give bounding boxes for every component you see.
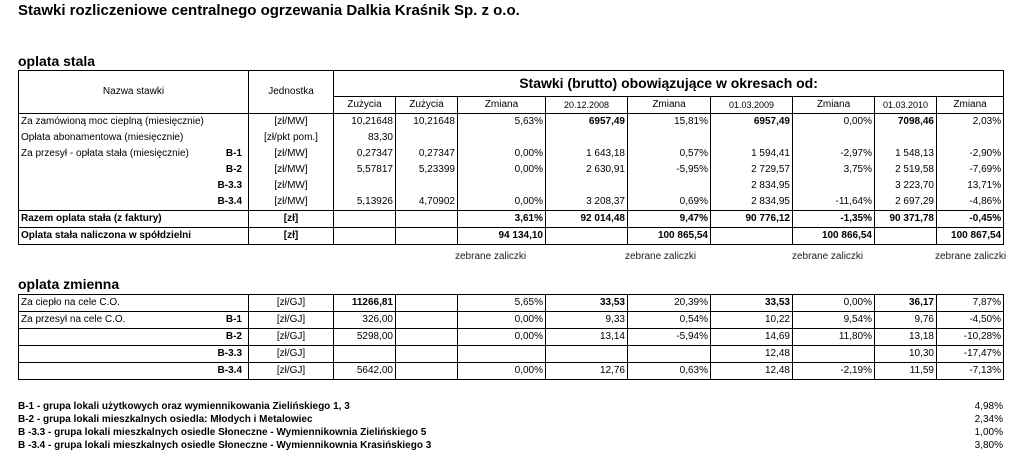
row-label bbox=[19, 130, 249, 146]
legend-text: B-2 - grupa lokali mieszkalnych osiedla: Młodych i Metalowiec bbox=[18, 414, 313, 425]
row-value: 0,00% bbox=[458, 329, 546, 346]
row-unit: [zł/GJ] bbox=[249, 329, 334, 346]
row-unit: [zł/MW] bbox=[249, 114, 334, 131]
row-value: 92 014,48 bbox=[546, 211, 628, 228]
row-label-text: Oplata stała naliczona w spółdzielni bbox=[21, 230, 192, 241]
row-value bbox=[396, 295, 458, 312]
row-value: 0,00% bbox=[793, 114, 875, 131]
row-label bbox=[19, 194, 249, 211]
legend-pct: 2,34% bbox=[974, 414, 1003, 425]
row-value bbox=[334, 211, 396, 228]
legend-item bbox=[18, 439, 1003, 452]
row-value: 94 134,10 bbox=[458, 228, 546, 245]
row-group: B-3.4 bbox=[217, 365, 242, 376]
row-value: -2,90% bbox=[937, 146, 1004, 162]
row-label-text: Za przesył - opłata stała (miesięcznie) bbox=[21, 148, 189, 159]
row-value: -11,64% bbox=[793, 194, 875, 211]
row-value: 83,30 bbox=[334, 130, 396, 146]
row-value: 9,33 bbox=[546, 312, 628, 329]
row-value: 13,14 bbox=[546, 329, 628, 346]
row-value bbox=[546, 346, 628, 363]
row-unit: [zł/pkt pom.] bbox=[249, 130, 334, 146]
row-value bbox=[628, 346, 711, 363]
row-value: 9,76 bbox=[875, 312, 937, 329]
row-value bbox=[458, 178, 546, 194]
row-label bbox=[19, 363, 249, 380]
row-value: 5,13926 bbox=[334, 194, 396, 211]
table-row bbox=[19, 178, 1004, 194]
table-row bbox=[19, 228, 1004, 245]
row-value: 5,23399 bbox=[396, 162, 458, 178]
legend-text: B-1 - grupa lokali użytkowych oraz wymiennikowania Zielińskiego 1, 3 bbox=[18, 401, 350, 412]
legend-pct: 4,98% bbox=[974, 401, 1003, 412]
row-value: 100 865,54 bbox=[628, 228, 711, 245]
row-value: 9,54% bbox=[793, 312, 875, 329]
table-row bbox=[19, 295, 1004, 312]
row-value: 2,03% bbox=[937, 114, 1004, 131]
row-unit: [zł] bbox=[249, 211, 334, 228]
row-value: 5,63% bbox=[458, 114, 546, 131]
row-value: 36,17 bbox=[875, 295, 937, 312]
row-value: 10,21648 bbox=[334, 114, 396, 131]
row-value: 10,30 bbox=[875, 346, 937, 363]
row-label bbox=[19, 228, 249, 245]
row-label bbox=[19, 178, 249, 194]
row-label-text: Opłata abonamentowa (miesięcznie) bbox=[21, 132, 184, 143]
table-row bbox=[19, 312, 1004, 329]
row-label bbox=[19, 146, 249, 162]
row-value: 2 519,58 bbox=[875, 162, 937, 178]
row-group: B-3.3 bbox=[217, 180, 242, 191]
row-value: 1 643,18 bbox=[546, 146, 628, 162]
row-value bbox=[396, 130, 458, 146]
row-label bbox=[19, 114, 249, 131]
row-value bbox=[628, 178, 711, 194]
row-value: 13,18 bbox=[875, 329, 937, 346]
header-periods: Stawki (brutto) obowiązujące w okresach od: bbox=[334, 71, 1004, 97]
row-value bbox=[793, 130, 875, 146]
row-value: 33,53 bbox=[711, 295, 793, 312]
row-label-text: Za ciepło na cele C.O. bbox=[21, 297, 120, 308]
section-title-variable: oplata zmienna bbox=[18, 276, 120, 292]
row-value bbox=[711, 228, 793, 245]
row-value: 33,53 bbox=[546, 295, 628, 312]
row-value: 1 548,13 bbox=[875, 146, 937, 162]
row-unit: [zł/MW] bbox=[249, 194, 334, 211]
row-value bbox=[546, 228, 628, 245]
row-value: 0,27347 bbox=[334, 146, 396, 162]
row-label bbox=[19, 211, 249, 228]
row-value: 0,54% bbox=[628, 312, 711, 329]
row-value bbox=[875, 228, 937, 245]
row-value: 4,70902 bbox=[396, 194, 458, 211]
row-value: 1 594,41 bbox=[711, 146, 793, 162]
row-value: -10,28% bbox=[937, 329, 1004, 346]
row-value bbox=[396, 178, 458, 194]
row-value: -0,45% bbox=[937, 211, 1004, 228]
note-zaliczki-2: zebrane zaliczki bbox=[625, 251, 697, 262]
row-value: -5,95% bbox=[628, 162, 711, 178]
row-value: 3,75% bbox=[793, 162, 875, 178]
table-row bbox=[19, 329, 1004, 346]
row-value: 11266,81 bbox=[334, 295, 396, 312]
row-value bbox=[334, 228, 396, 245]
table-row bbox=[19, 211, 1004, 228]
row-value: -4,86% bbox=[937, 194, 1004, 211]
row-unit: [zł/GJ] bbox=[249, 295, 334, 312]
row-unit: [zł] bbox=[249, 228, 334, 245]
table-row bbox=[19, 130, 1004, 146]
page-title: Stawki rozliczeniowe centralnego ogrzewania Dalkia Kraśnik Sp. z o.o. bbox=[18, 2, 520, 19]
row-value: 10,21648 bbox=[396, 114, 458, 131]
row-unit: [zł/MW] bbox=[249, 162, 334, 178]
row-value: 2 697,29 bbox=[875, 194, 937, 211]
row-value: 3,61% bbox=[458, 211, 546, 228]
row-value bbox=[334, 346, 396, 363]
row-value: 13,71% bbox=[937, 178, 1004, 194]
table-row bbox=[19, 363, 1004, 380]
row-value: 0,69% bbox=[628, 194, 711, 211]
row-value: 90 776,12 bbox=[711, 211, 793, 228]
row-value: 20,39% bbox=[628, 295, 711, 312]
row-group: B-2 bbox=[225, 164, 242, 175]
row-value: 326,00 bbox=[334, 312, 396, 329]
row-value: -1,35% bbox=[793, 211, 875, 228]
header-col: Zużycia bbox=[334, 96, 396, 113]
row-group: B-1 bbox=[225, 148, 242, 159]
row-value: 14,69 bbox=[711, 329, 793, 346]
table-row bbox=[19, 162, 1004, 178]
row-value bbox=[937, 130, 1004, 146]
group-legend bbox=[18, 400, 1003, 452]
row-value bbox=[875, 130, 937, 146]
row-value: 90 371,78 bbox=[875, 211, 937, 228]
variable-rates-table bbox=[18, 294, 1004, 380]
row-label-text: Za zamówioną moc cieplną (miesięcznie) bbox=[21, 116, 204, 127]
row-label bbox=[19, 295, 249, 312]
row-value: 12,76 bbox=[546, 363, 628, 380]
legend-pct: 1,00% bbox=[974, 427, 1003, 438]
row-value: -4,50% bbox=[937, 312, 1004, 329]
row-value bbox=[458, 346, 546, 363]
row-value: 0,57% bbox=[628, 146, 711, 162]
row-value: 5,65% bbox=[458, 295, 546, 312]
row-label bbox=[19, 346, 249, 363]
row-value: 0,00% bbox=[793, 295, 875, 312]
row-value bbox=[546, 130, 628, 146]
row-value bbox=[334, 178, 396, 194]
row-value: 7098,46 bbox=[875, 114, 937, 131]
row-value bbox=[793, 346, 875, 363]
legend-text: B -3.4 - grupa lokali mieszkalnych osiedle Słoneczne - Wymiennikownia Krasińskiego 3 bbox=[18, 440, 432, 451]
row-value: 3 223,70 bbox=[875, 178, 937, 194]
row-value: 2 834,95 bbox=[711, 178, 793, 194]
row-value bbox=[396, 312, 458, 329]
header-col: Zmiana bbox=[793, 96, 875, 113]
row-value bbox=[396, 329, 458, 346]
table-row bbox=[19, 146, 1004, 162]
row-unit: [zł/GJ] bbox=[249, 346, 334, 363]
header-col: 01.03.2010 bbox=[875, 96, 937, 113]
header-unit: Jednostka bbox=[249, 71, 334, 114]
row-value bbox=[396, 346, 458, 363]
row-label bbox=[19, 162, 249, 178]
row-value: -7,13% bbox=[937, 363, 1004, 380]
row-value bbox=[628, 130, 711, 146]
row-value: 12,48 bbox=[711, 346, 793, 363]
row-value: 5298,00 bbox=[334, 329, 396, 346]
header-col: Zmiana bbox=[937, 96, 1004, 113]
row-value: 0,63% bbox=[628, 363, 711, 380]
row-value bbox=[458, 130, 546, 146]
row-value bbox=[396, 228, 458, 245]
legend-item bbox=[18, 400, 1003, 413]
table-row bbox=[19, 194, 1004, 211]
row-value: 6957,49 bbox=[546, 114, 628, 131]
legend-item bbox=[18, 413, 1003, 426]
note-zaliczki-3: zebrane zaliczki bbox=[792, 251, 864, 262]
row-label-text: Za przesył na cele C.O. bbox=[21, 314, 126, 325]
row-value: 0,00% bbox=[458, 312, 546, 329]
note-zaliczki-4: zebrane zaliczki bbox=[935, 251, 1007, 262]
row-value: 0,00% bbox=[458, 363, 546, 380]
row-value: -17,47% bbox=[937, 346, 1004, 363]
header-col: Zmiana bbox=[628, 96, 711, 113]
row-label bbox=[19, 312, 249, 329]
row-unit: [zł/GJ] bbox=[249, 363, 334, 380]
section-title-fixed: oplata stala bbox=[18, 53, 96, 69]
header-col: Zmiana bbox=[458, 96, 546, 113]
row-value: 0,00% bbox=[458, 146, 546, 162]
header-name: Nazwa stawki bbox=[19, 71, 249, 114]
row-value bbox=[793, 178, 875, 194]
row-value bbox=[396, 211, 458, 228]
legend-text: B -3.3 - grupa lokali mieszkalnych osiedle Słoneczne - Wymiennikownia Zielińskiego 5 bbox=[18, 427, 427, 438]
row-value: 100 866,54 bbox=[793, 228, 875, 245]
header-col: 01.03.2009 bbox=[711, 96, 793, 113]
row-value: 0,00% bbox=[458, 162, 546, 178]
header-col: Zużycia bbox=[396, 96, 458, 113]
row-value bbox=[546, 178, 628, 194]
row-label-text: Razem oplata stała (z faktury) bbox=[21, 213, 162, 224]
row-value: 10,22 bbox=[711, 312, 793, 329]
row-value: 11,80% bbox=[793, 329, 875, 346]
row-group: B-3.3 bbox=[217, 348, 242, 359]
row-value: 2 834,95 bbox=[711, 194, 793, 211]
row-value bbox=[711, 130, 793, 146]
row-unit: [zł/GJ] bbox=[249, 312, 334, 329]
row-value: 3 208,37 bbox=[546, 194, 628, 211]
row-value: 15,81% bbox=[628, 114, 711, 131]
row-value: 6957,49 bbox=[711, 114, 793, 131]
row-unit: [zł/MW] bbox=[249, 146, 334, 162]
row-value: 2 729,57 bbox=[711, 162, 793, 178]
fixed-rates-table bbox=[18, 70, 1004, 245]
row-value: 100 867,54 bbox=[937, 228, 1004, 245]
row-value: 7,87% bbox=[937, 295, 1004, 312]
row-value bbox=[396, 363, 458, 380]
legend-item bbox=[18, 426, 1003, 439]
row-value: 0,27347 bbox=[396, 146, 458, 162]
header-col: 20.12.2008 bbox=[546, 96, 628, 113]
row-value: -7,69% bbox=[937, 162, 1004, 178]
row-value: -2,19% bbox=[793, 363, 875, 380]
table-row bbox=[19, 346, 1004, 363]
row-group: B-1 bbox=[225, 314, 242, 325]
row-value: -2,97% bbox=[793, 146, 875, 162]
note-zaliczki-1: zebrane zaliczki bbox=[455, 251, 527, 262]
row-value: 12,48 bbox=[711, 363, 793, 380]
row-value: 0,00% bbox=[458, 194, 546, 211]
row-value: -5,94% bbox=[628, 329, 711, 346]
legend-pct: 3,80% bbox=[974, 440, 1003, 451]
row-group: B-3.4 bbox=[217, 196, 242, 207]
row-value: 9,47% bbox=[628, 211, 711, 228]
row-group: B-2 bbox=[225, 331, 242, 342]
row-value: 5,57817 bbox=[334, 162, 396, 178]
row-unit: [zł/MW] bbox=[249, 178, 334, 194]
row-value: 5642,00 bbox=[334, 363, 396, 380]
row-label bbox=[19, 329, 249, 346]
table-row bbox=[19, 114, 1004, 131]
row-value: 2 630,91 bbox=[546, 162, 628, 178]
row-value: 11,59 bbox=[875, 363, 937, 380]
